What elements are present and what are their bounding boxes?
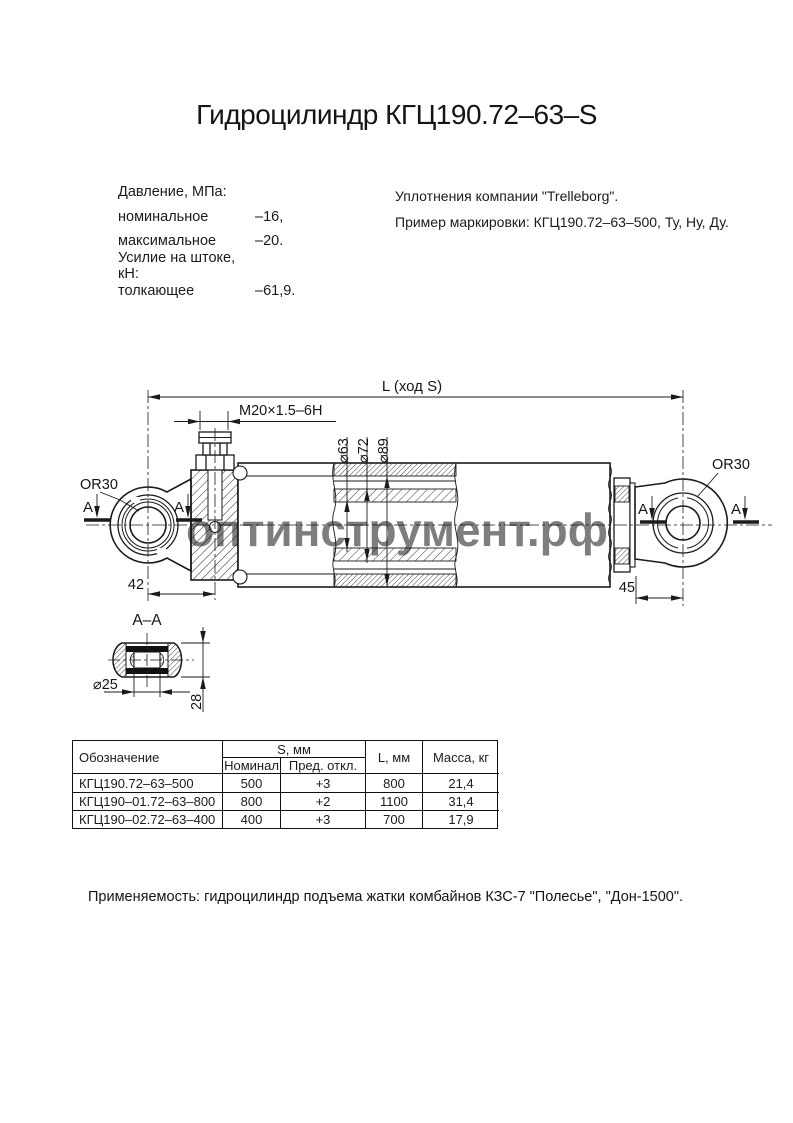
- table-cell-mass: 17,9: [448, 812, 474, 827]
- dim-label-dia89: ⌀89: [376, 438, 392, 463]
- spec-label: толкающее: [118, 282, 195, 299]
- dim-label-length: L (ход S): [381, 378, 443, 395]
- seals-note: Уплотнения компании "Trelleborg".: [395, 188, 619, 204]
- section-mark-label: A: [637, 501, 648, 518]
- page-title: Гидроцилиндр КГЦ190.72–63–S: [196, 99, 597, 130]
- right-end-cap: [609, 466, 635, 583]
- col-header-stroke-group: S, мм: [223, 741, 366, 758]
- dim-label-thread: M20×1.5–6H: [239, 403, 323, 419]
- table-cell-nominal: 400: [223, 811, 281, 828]
- col-header-tolerance: Пред. откл.: [281, 758, 366, 774]
- table-cell-length: 1100: [366, 793, 423, 811]
- spec-value: –61,9.: [255, 282, 296, 299]
- section-mark-label: A: [82, 499, 93, 516]
- table-cell-tolerance: +3: [281, 811, 366, 828]
- col-header-nominal: Номинал: [223, 758, 281, 774]
- spec-label: максимальное: [118, 233, 217, 250]
- eye-sphere-label-left: OR30: [80, 477, 118, 493]
- parameters-table: [72, 740, 498, 829]
- spec-value: –16,: [255, 208, 284, 225]
- table-cell-designation: КГЦ190.72–63–500: [73, 774, 223, 793]
- eye-sphere-label-right: OR30: [712, 457, 750, 473]
- spec-value: –20.: [255, 233, 284, 250]
- marking-example: Пример маркировки: КГЦ190.72–63–500, Ту, Ну, Ду.: [395, 213, 729, 230]
- col-header-length: L, мм: [366, 741, 423, 774]
- col-header-mass: Масса, кг: [423, 741, 499, 774]
- table-cell-length: 800: [366, 774, 423, 793]
- spec-label: Давление, МПа:: [118, 184, 227, 201]
- section-view-title: А–А: [132, 612, 162, 629]
- section-mark-label: A: [730, 501, 741, 518]
- table-cell-length: 700: [366, 811, 423, 828]
- watermark-text: оптинструмент.рф: [185, 504, 609, 556]
- section-dia-label: ⌀25: [93, 677, 118, 693]
- table-cell-mass: 31,4: [423, 793, 499, 811]
- dim-label-45: 45: [618, 580, 636, 596]
- table-cell-designation: КГЦ190–02.72–63–400: [73, 811, 223, 828]
- table-cell-tolerance: +3: [281, 774, 366, 793]
- table-cell-tolerance: +2: [281, 793, 366, 811]
- spec-label: Усилие на штоке, кН:: [118, 250, 236, 283]
- table-cell-mass: 21,4: [423, 774, 499, 793]
- table-cell-designation: КГЦ190–01.72–63–800: [73, 793, 223, 811]
- application-note: Применяемость: гидроцилиндр подъема жатки комбайнов КЗС-7 "Полесье", "Дон-1500".: [88, 889, 684, 905]
- dim-label-dia63: ⌀63: [336, 438, 352, 463]
- table-cell-nominal: 500: [223, 774, 281, 793]
- col-header-designation: Обозначение: [73, 741, 223, 774]
- section-mark-label: A: [173, 499, 184, 516]
- table-cell-nominal: 800: [223, 793, 281, 811]
- section-width-label: 28: [189, 693, 205, 710]
- dim-label-42: 42: [127, 577, 145, 593]
- spec-label: номинальное: [118, 208, 209, 225]
- dim-label-dia72: ⌀72: [356, 438, 372, 463]
